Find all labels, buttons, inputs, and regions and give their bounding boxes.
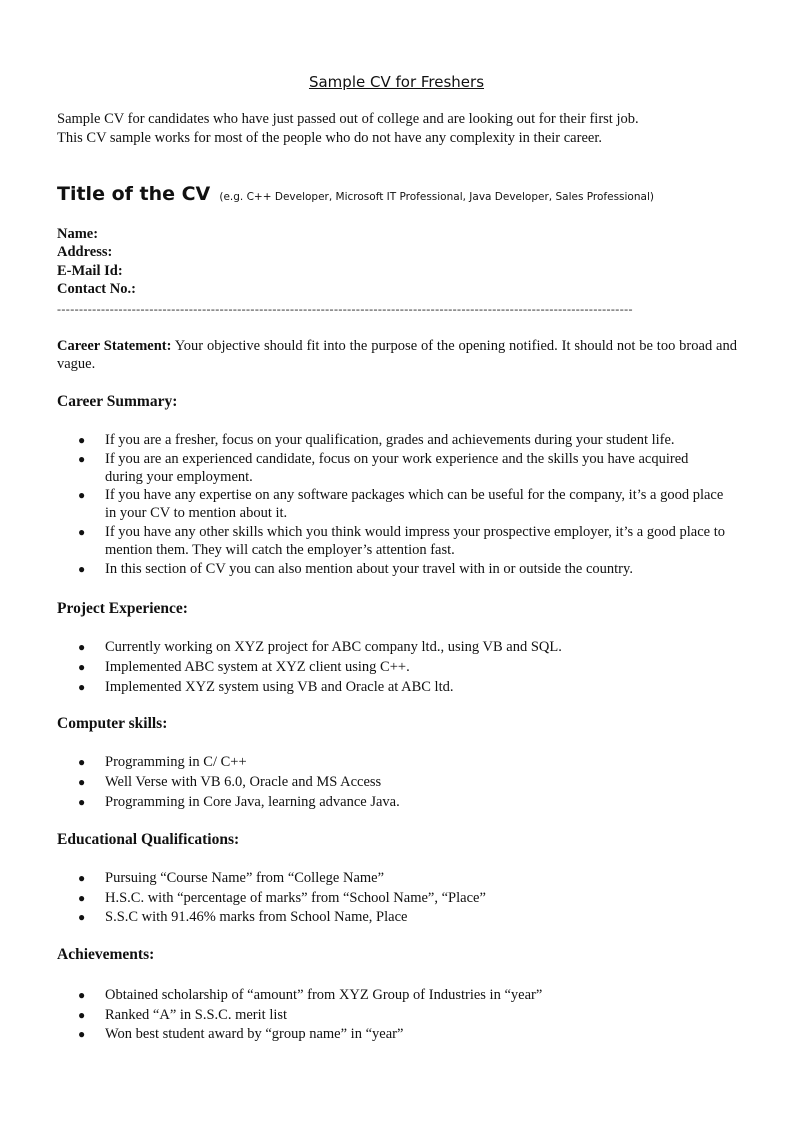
intro-line: This CV sample works for most of the people who do not have any complexity in their career. xyxy=(57,130,602,146)
list-item-text: If you have any expertise on any software packages which can be useful for the company, it’s a good place in your CV to mention about it. xyxy=(105,487,724,521)
list-item xyxy=(0,986,725,1006)
list-item-text: Obtained scholarship of “amount” from XYZ Group of Industries in “year” xyxy=(105,987,543,1003)
bullet-icon: ● xyxy=(78,890,86,905)
cv-title-hint: (e.g. C++ Developer, Microsoft IT Professional, Java Developer, Sales Professional) xyxy=(219,191,654,203)
career-statement-label: Career Statement: xyxy=(57,338,172,354)
list-item-text: Implemented XYZ system using VB and Oracle at ABC ltd. xyxy=(105,679,454,695)
contact-block xyxy=(57,225,136,298)
education-list xyxy=(0,869,793,928)
document-title: Sample CV for Freshers xyxy=(308,73,485,91)
list-item xyxy=(0,486,725,523)
section-heading-project-experience: Project Experience: xyxy=(57,600,188,617)
bullet-icon: ● xyxy=(78,525,86,539)
achievements-list xyxy=(0,986,793,1045)
section-heading-career-summary: Career Summary: xyxy=(57,393,178,410)
list-item xyxy=(0,908,725,928)
list-item-text: Well Verse with VB 6.0, Oracle and MS Access xyxy=(105,774,382,790)
list-item-text: Implemented ABC system at XYZ client using C++. xyxy=(105,659,410,675)
bullet-icon: ● xyxy=(78,433,86,447)
computer-skills-list xyxy=(0,753,793,813)
contact-phone-label: Contact No.: xyxy=(57,280,136,297)
list-item-text: If you are a fresher, focus on your qualification, grades and achievements during your student life. xyxy=(105,432,675,448)
bullet-icon: ● xyxy=(78,1027,86,1041)
list-item xyxy=(0,523,725,560)
list-item-text: Won best student award by “group name” in “year” xyxy=(105,1026,404,1042)
career-statement xyxy=(57,337,737,373)
list-item xyxy=(0,678,725,698)
list-item xyxy=(0,869,725,889)
section-heading-achievements: Achievements: xyxy=(57,946,155,963)
bullet-icon: ● xyxy=(78,680,86,694)
list-item xyxy=(0,560,725,579)
list-item-text: In this section of CV you can also mention about your travel with in or outside the country. xyxy=(105,561,633,577)
contact-address-label: Address: xyxy=(57,244,113,261)
list-item-text: Programming in Core Java, learning advance Java. xyxy=(105,794,400,810)
list-item xyxy=(0,753,725,773)
career-statement-text: Your objective should fit into the purpose of the opening notified. It should not be too broad and vague. xyxy=(57,338,737,372)
list-item xyxy=(0,450,725,486)
list-item xyxy=(0,658,725,678)
bullet-icon: ● xyxy=(78,775,86,789)
intro-line: Sample CV for candidates who have just passed out of college and are looking out for their first job. xyxy=(57,111,639,127)
section-heading-education: Educational Qualifications: xyxy=(57,831,240,848)
list-item-text: If you are an experienced candidate, focus on your work experience and the skills you have acquired during your employment. xyxy=(105,451,689,485)
bullet-icon: ● xyxy=(78,488,86,502)
list-item-text: S.S.C with 91.46% marks from School Name, Place xyxy=(105,909,408,925)
list-item xyxy=(0,1025,725,1045)
bullet-icon: ● xyxy=(78,795,86,809)
list-item-text: If you have any other skills which you think would impress your prospective employer, it’s a good place to mention them. They will catch the employer’s attention fast. xyxy=(105,524,725,558)
bullet-icon: ● xyxy=(78,871,86,885)
list-item-text: Programming in C/ C++ xyxy=(105,754,247,770)
bullet-icon: ● xyxy=(78,988,86,1002)
intro-paragraph xyxy=(57,110,747,148)
bullet-icon: ● xyxy=(78,755,86,769)
dashed-divider: ----------------------------------------------------------------------------------------------------------------------------------- xyxy=(57,302,633,316)
list-item-text: Currently working on XYZ project for ABC company ltd., using VB and SQL. xyxy=(105,639,562,655)
list-item-text: H.S.C. with “percentage of marks” from “School Name”, “Place” xyxy=(105,889,486,906)
career-summary-list xyxy=(0,431,793,579)
section-heading-computer-skills: Computer skills: xyxy=(57,715,168,732)
bullet-icon: ● xyxy=(78,452,86,466)
project-experience-list xyxy=(0,638,793,698)
bullet-icon: ● xyxy=(78,1007,86,1022)
bullet-icon: ● xyxy=(78,910,86,924)
bullet-icon: ● xyxy=(78,640,86,654)
list-item xyxy=(0,793,725,813)
list-item xyxy=(0,431,725,450)
list-item-text: Ranked “A” in S.S.C. merit list xyxy=(105,1006,288,1023)
list-item-text: Pursuing “Course Name” from “College Name” xyxy=(105,870,385,886)
list-item xyxy=(0,773,725,793)
list-item xyxy=(0,1006,725,1026)
contact-name-label: Name: xyxy=(57,226,99,242)
list-item xyxy=(0,889,725,909)
bullet-icon: ● xyxy=(78,562,86,576)
bullet-icon: ● xyxy=(78,660,86,674)
list-item xyxy=(0,638,725,658)
cv-title xyxy=(57,183,654,205)
contact-email-label: E-Mail Id: xyxy=(57,262,123,279)
cv-title-text: Title of the CV xyxy=(57,183,211,205)
